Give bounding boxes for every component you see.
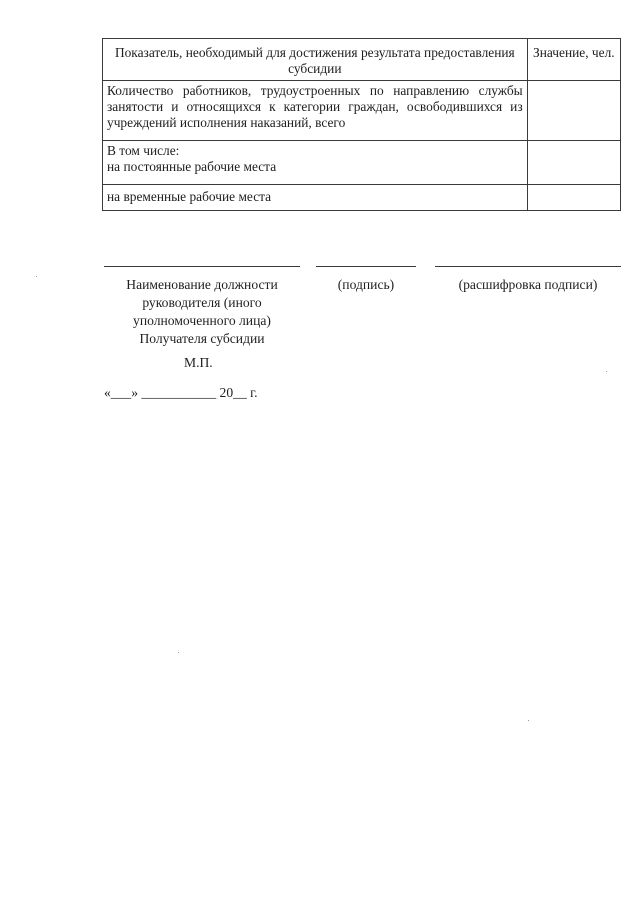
table-row <box>103 81 621 141</box>
row-including-label <box>103 141 528 185</box>
row-temporary-label: на временные рабочие места <box>103 185 528 211</box>
position-caption: Наименование должности руководителя (иного уполномоченного лица) Получателя субсидии <box>126 277 278 346</box>
header-value-cell: Значение, чел. <box>527 39 620 81</box>
row-total-label: Количество работников, трудоустроенных по направлению службы занятости и относящихся к категории граждан, освободившихся из учреждений исполнения наказаний, всего <box>103 81 528 141</box>
signature-caption: (подпись) <box>337 277 395 292</box>
permanent-jobs-label: на постоянные рабочие места <box>107 159 277 174</box>
including-heading: В том числе: <box>107 143 180 158</box>
scan-speck <box>36 276 37 277</box>
stamp-label: М.П. <box>184 355 213 370</box>
row-total-value <box>527 81 620 141</box>
indicator-table <box>102 38 621 211</box>
position-signature-line <box>104 266 300 267</box>
signature-line <box>316 266 416 267</box>
scan-speck <box>606 371 607 372</box>
table-header-row <box>103 39 621 81</box>
decoding-signature-line <box>435 266 621 267</box>
table-row <box>103 185 621 211</box>
row-temporary-value <box>527 185 620 211</box>
decoding-caption: (расшифровка подписи) <box>458 277 598 292</box>
table-row <box>103 141 621 185</box>
date-line: «___» ___________ 20__ г. <box>104 385 258 400</box>
scan-speck <box>528 720 529 721</box>
scan-speck <box>178 652 179 653</box>
header-indicator-cell: Показатель, необходимый для достижения результата предоставления субсидии <box>103 39 528 81</box>
row-permanent-value <box>527 141 620 185</box>
